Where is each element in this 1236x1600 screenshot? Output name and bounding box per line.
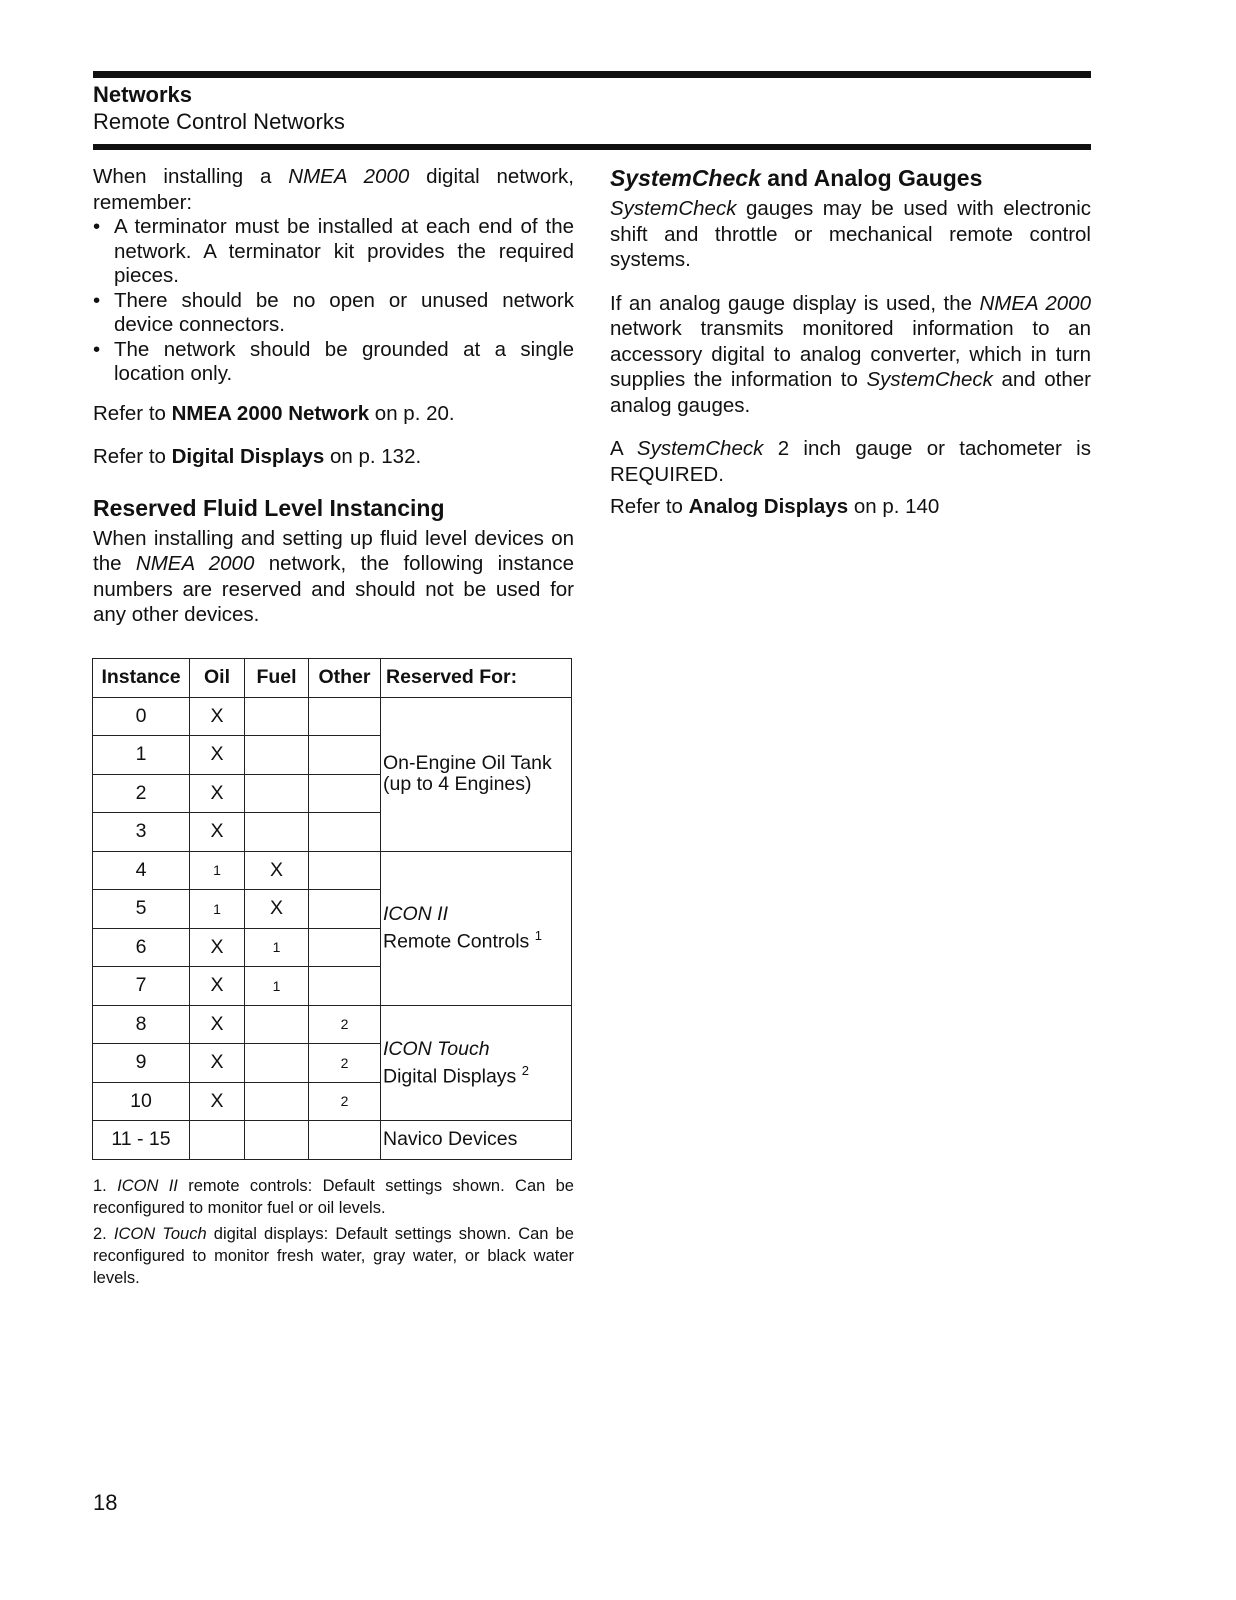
- reference-digital: [93, 444, 574, 470]
- reference-link: Analog Displays: [688, 495, 849, 518]
- oil-cell: X: [190, 813, 245, 852]
- reserved-label-2: Digital Displays: [383, 1065, 517, 1087]
- p2-text: If an analog gauge display is used, the: [610, 291, 980, 315]
- reference-nmea: [93, 401, 574, 427]
- fluid-instance-table: [92, 658, 572, 1160]
- instance-cell: 9: [93, 1044, 190, 1083]
- p3-text: A: [610, 437, 637, 460]
- other-cell: [309, 928, 381, 967]
- reserved-icon-touch: [381, 1005, 572, 1121]
- oil-cell: [190, 1121, 245, 1160]
- footnote-text: remote controls: Default settings shown. Can be reconfigured to monitor fuel or oil levels.: [93, 1177, 574, 1217]
- other-cell: 2: [309, 1082, 381, 1121]
- column-header-reserved: Reserved For:: [381, 659, 572, 698]
- oil-cell: X: [190, 697, 245, 736]
- fuel-cell: [245, 813, 309, 852]
- fuel-cell: [245, 1121, 309, 1160]
- bullet-list: [93, 215, 574, 387]
- column-header-oil: Oil: [190, 659, 245, 698]
- other-cell: [309, 890, 381, 929]
- intro-paragraph: [93, 164, 574, 215]
- fuel-cell: [245, 1082, 309, 1121]
- reserved-label: On-Engine Oil Tank: [383, 752, 552, 774]
- footnote-emphasis: ICON Touch: [113, 1225, 207, 1243]
- instance-cell: 5: [93, 890, 190, 929]
- list-item: [93, 289, 574, 338]
- footnote-marker: 1: [534, 927, 542, 943]
- reserved-label-2: (up to 4 Engines): [383, 773, 532, 795]
- instance-cell: 2: [93, 774, 190, 813]
- other-cell: [309, 736, 381, 775]
- intro-text: When installing a: [93, 165, 289, 188]
- other-cell: 2: [309, 1044, 381, 1083]
- oil-cell: X: [190, 967, 245, 1006]
- reserved-label-2: Remote Controls: [383, 930, 530, 953]
- reference-text: Refer to: [93, 401, 172, 425]
- bullet-text: The network should be grounded at a single location only.: [114, 337, 574, 385]
- p2-text-mid: network transmits monitored information to an accessory digital to analog converter, which in turn supplies the information to: [610, 317, 1091, 391]
- reference-analog: [610, 494, 1091, 520]
- heading-rest: and Analog Gauges: [760, 165, 983, 191]
- footnote-marker: 2: [521, 1062, 529, 1078]
- instance-cell: 0: [93, 697, 190, 736]
- instance-cell: 7: [93, 967, 190, 1006]
- p1-text: gauges may be used with electronic shift and throttle or mechanical remote control systems.: [610, 197, 1091, 271]
- fuel-cell: [245, 1005, 309, 1044]
- p3-text-rest: 2 inch gauge or tachometer is REQUIRED.: [610, 437, 1091, 486]
- oil-cell: 1: [190, 851, 245, 890]
- column-header-instance: Instance: [93, 659, 190, 698]
- other-cell: [309, 967, 381, 1006]
- footnote-2: [93, 1223, 574, 1289]
- reference-link: NMEA 2000 Network: [171, 401, 370, 425]
- fuel-cell: [245, 697, 309, 736]
- column-header-fuel: Fuel: [245, 659, 309, 698]
- other-cell: [309, 851, 381, 890]
- fuel-cell: [245, 774, 309, 813]
- p3-emphasis: SystemCheck: [636, 437, 764, 460]
- reference-text: Refer to: [93, 445, 172, 468]
- bullet-text: A terminator must be installed at each end of the network. A terminator kit provides the required pieces.: [114, 215, 574, 287]
- right-column: [610, 164, 1091, 520]
- section-title: Networks: [93, 82, 193, 107]
- footnote-number: 1.: [93, 1177, 118, 1195]
- fuel-cell: [245, 1044, 309, 1083]
- p2-emphasis-2: SystemCheck: [866, 368, 993, 391]
- list-item: [93, 215, 574, 289]
- other-cell: 2: [309, 1005, 381, 1044]
- list-item: [93, 338, 574, 387]
- header-rule-bottom: [93, 144, 1091, 150]
- fuel-cell: [245, 736, 309, 775]
- oil-cell: X: [190, 1082, 245, 1121]
- instance-cell: 3: [93, 813, 190, 852]
- instance-cell: 10: [93, 1082, 190, 1121]
- left-column: [93, 164, 574, 628]
- fluid-text-rest: network, the following instance numbers are reserved and should not be used for any other devices.: [93, 552, 574, 626]
- p2-emphasis: NMEA 2000: [979, 291, 1091, 315]
- p2-text-end: and other analog gauges.: [610, 368, 1091, 417]
- systemcheck-paragraph-3: [610, 436, 1091, 487]
- other-cell: [309, 813, 381, 852]
- instance-cell: 8: [93, 1005, 190, 1044]
- systemcheck-heading: [610, 164, 1091, 192]
- reserved-navico: Navico Devices: [381, 1121, 572, 1160]
- reference-page: on p. 132.: [324, 445, 422, 468]
- systemcheck-paragraph-1: [610, 196, 1091, 273]
- reserved-label: ICON II: [383, 902, 449, 925]
- reference-page: on p. 20.: [369, 401, 455, 425]
- table-footnotes: [93, 1175, 574, 1293]
- systemcheck-paragraph-2: [610, 291, 1091, 419]
- fluid-paragraph: [93, 526, 574, 628]
- oil-cell: X: [190, 736, 245, 775]
- column-header-other: Other: [309, 659, 381, 698]
- oil-cell: X: [190, 1044, 245, 1083]
- oil-cell: X: [190, 1005, 245, 1044]
- bullet-icon: •: [93, 215, 101, 238]
- instance-cell: 6: [93, 928, 190, 967]
- subsection-title: Remote Control Networks: [93, 109, 345, 134]
- table-row: [93, 1121, 572, 1160]
- header-rule-top: [93, 71, 1091, 78]
- table-row: [93, 697, 572, 736]
- footnote-text: digital displays: Default settings shown. Can be reconfigured to monitor fresh water, gray water, or black water levels.: [93, 1225, 574, 1287]
- reserved-oil-tank: [381, 697, 572, 851]
- oil-cell: X: [190, 928, 245, 967]
- footnote-number: 2.: [93, 1225, 114, 1243]
- heading-emphasis: SystemCheck: [610, 165, 761, 191]
- table-header-row: [93, 659, 572, 698]
- intro-text-rest: digital network, remember:: [93, 165, 574, 214]
- fuel-cell: X: [245, 890, 309, 929]
- footnote-emphasis: ICON II: [117, 1177, 178, 1195]
- p1-emphasis: SystemCheck: [610, 197, 737, 220]
- other-cell: [309, 1121, 381, 1160]
- fuel-cell: 1: [245, 967, 309, 1006]
- page-number: 18: [93, 1490, 118, 1515]
- intro-emphasis: NMEA 2000: [288, 165, 410, 188]
- reserved-icon-ii: [381, 851, 572, 1005]
- fluid-emphasis: NMEA 2000: [135, 552, 255, 575]
- other-cell: [309, 774, 381, 813]
- fuel-cell: 1: [245, 928, 309, 967]
- fuel-cell: X: [245, 851, 309, 890]
- table-row: [93, 851, 572, 890]
- fluid-heading: Reserved Fluid Level Instancing: [93, 494, 445, 521]
- reserved-label: ICON Touch: [383, 1037, 490, 1060]
- reference-page: on p. 140: [848, 495, 940, 518]
- bullet-text: There should be no open or unused network device connectors.: [114, 288, 574, 336]
- other-cell: [309, 697, 381, 736]
- bullet-icon: •: [93, 288, 101, 312]
- instance-cell: 4: [93, 851, 190, 890]
- instance-cell: 11 - 15: [93, 1121, 190, 1160]
- fluid-text: When installing and setting up fluid level devices on the: [93, 526, 574, 575]
- oil-cell: X: [190, 774, 245, 813]
- reference-link: Digital Displays: [171, 445, 325, 468]
- instance-cell: 1: [93, 736, 190, 775]
- bullet-icon: •: [93, 337, 101, 361]
- reference-text: Refer to: [610, 495, 689, 518]
- footnote-1: [93, 1175, 574, 1219]
- table-row: [93, 1005, 572, 1044]
- oil-cell: 1: [190, 890, 245, 929]
